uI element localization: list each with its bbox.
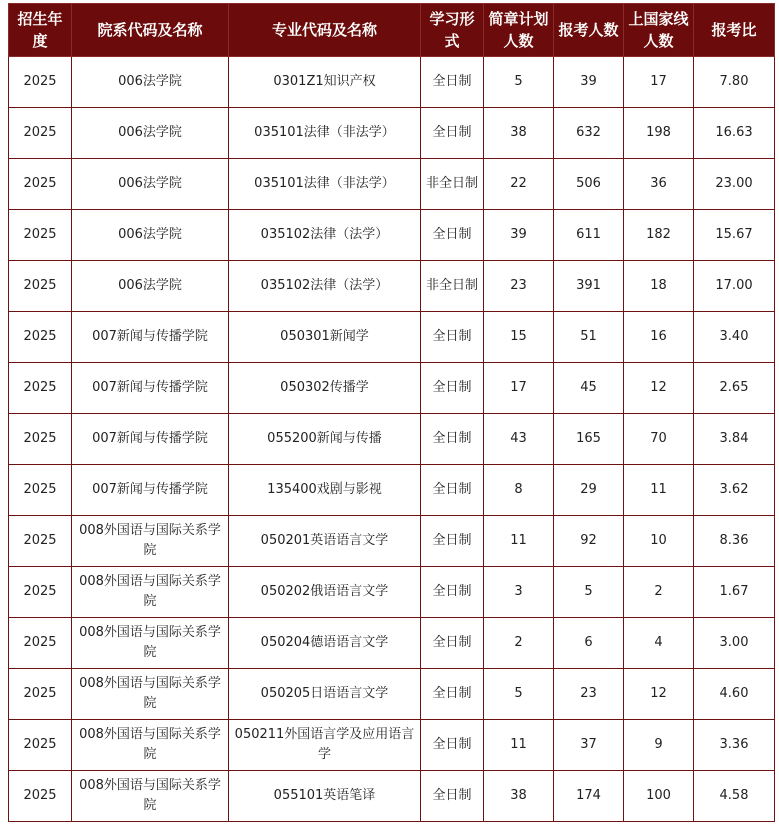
- table-cell: 全日制: [421, 516, 484, 567]
- table-cell: 007新闻与传播学院: [72, 363, 229, 414]
- table-cell: 007新闻与传播学院: [72, 312, 229, 363]
- table-cell: 23.00: [694, 159, 775, 210]
- table-cell: 全日制: [421, 465, 484, 516]
- table-row: [9, 720, 775, 771]
- table-cell: 11: [484, 516, 554, 567]
- table-cell: 2.65: [694, 363, 775, 414]
- table-cell: 008外国语与国际关系学院: [72, 771, 229, 822]
- table-cell: 22: [484, 159, 554, 210]
- table-cell: 006法学院: [72, 57, 229, 108]
- table-cell: 007新闻与传播学院: [72, 465, 229, 516]
- table-cell: 15: [484, 312, 554, 363]
- table-cell: 050205日语语言文学: [229, 669, 421, 720]
- table-cell: 1.67: [694, 567, 775, 618]
- table-cell: 16.63: [694, 108, 775, 159]
- table-cell: 050201英语语言文学: [229, 516, 421, 567]
- table-cell: 2025: [9, 312, 72, 363]
- table-cell: 506: [554, 159, 624, 210]
- table-cell: 5: [554, 567, 624, 618]
- table-cell: 2: [484, 618, 554, 669]
- table-cell: 165: [554, 414, 624, 465]
- table-cell: 17.00: [694, 261, 775, 312]
- table-cell: 全日制: [421, 771, 484, 822]
- table-cell: 050202俄语语言文学: [229, 567, 421, 618]
- column-header: 上国家线人数: [624, 4, 694, 57]
- table-cell: 51: [554, 312, 624, 363]
- table-cell: 2025: [9, 720, 72, 771]
- table-cell: 2025: [9, 57, 72, 108]
- table-cell: 38: [484, 108, 554, 159]
- column-header: 招生年度: [9, 4, 72, 57]
- table-cell: 3: [484, 567, 554, 618]
- table-cell: 050211外国语言学及应用语言学: [229, 720, 421, 771]
- table-cell: 055200新闻与传播: [229, 414, 421, 465]
- table-cell: 2025: [9, 414, 72, 465]
- table-row: [9, 465, 775, 516]
- table-cell: 100: [624, 771, 694, 822]
- table-cell: 2025: [9, 363, 72, 414]
- table-cell: 5: [484, 57, 554, 108]
- table-cell: 035101法律（非法学）: [229, 159, 421, 210]
- table-cell: 2025: [9, 771, 72, 822]
- table-cell: 43: [484, 414, 554, 465]
- table-cell: 4: [624, 618, 694, 669]
- table-cell: 174: [554, 771, 624, 822]
- table-row: [9, 414, 775, 465]
- table-cell: 007新闻与传播学院: [72, 414, 229, 465]
- table-cell: 16: [624, 312, 694, 363]
- table-cell: 3.40: [694, 312, 775, 363]
- table-row: [9, 159, 775, 210]
- header-row: [9, 4, 775, 57]
- column-header: 专业代码及名称: [229, 4, 421, 57]
- table-cell: 37: [554, 720, 624, 771]
- table-row: [9, 669, 775, 720]
- table-cell: 全日制: [421, 210, 484, 261]
- column-header: 学习形式: [421, 4, 484, 57]
- table-cell: 9: [624, 720, 694, 771]
- table-cell: 3.36: [694, 720, 775, 771]
- table-cell: 全日制: [421, 312, 484, 363]
- table-row: [9, 771, 775, 822]
- table-cell: 92: [554, 516, 624, 567]
- table-cell: 23: [554, 669, 624, 720]
- table-cell: 2025: [9, 669, 72, 720]
- table-cell: 2025: [9, 465, 72, 516]
- admissions-table: [8, 3, 775, 822]
- table-cell: 11: [484, 720, 554, 771]
- table-cell: 198: [624, 108, 694, 159]
- table-cell: 035102法律（法学）: [229, 261, 421, 312]
- table-cell: 008外国语与国际关系学院: [72, 516, 229, 567]
- table-cell: 全日制: [421, 669, 484, 720]
- table-cell: 12: [624, 669, 694, 720]
- table-cell: 39: [554, 57, 624, 108]
- table-cell: 45: [554, 363, 624, 414]
- table-cell: 006法学院: [72, 210, 229, 261]
- table-cell: 006法学院: [72, 261, 229, 312]
- table-cell: 23: [484, 261, 554, 312]
- column-header: 报考人数: [554, 4, 624, 57]
- table-cell: 17: [484, 363, 554, 414]
- table-cell: 008外国语与国际关系学院: [72, 669, 229, 720]
- table-cell: 035101法律（非法学）: [229, 108, 421, 159]
- table-cell: 70: [624, 414, 694, 465]
- table-cell: 182: [624, 210, 694, 261]
- table-cell: 12: [624, 363, 694, 414]
- table-cell: 全日制: [421, 567, 484, 618]
- table-cell: 4.60: [694, 669, 775, 720]
- table-cell: 非全日制: [421, 261, 484, 312]
- table-cell: 055101英语笔译: [229, 771, 421, 822]
- table-cell: 2: [624, 567, 694, 618]
- table-cell: 6: [554, 618, 624, 669]
- table-cell: 611: [554, 210, 624, 261]
- table-row: [9, 210, 775, 261]
- table-cell: 5: [484, 669, 554, 720]
- table-cell: 4.58: [694, 771, 775, 822]
- table-cell: 17: [624, 57, 694, 108]
- table-cell: 18: [624, 261, 694, 312]
- table-row: [9, 312, 775, 363]
- table-cell: 006法学院: [72, 108, 229, 159]
- table-row: [9, 57, 775, 108]
- table-cell: 8.36: [694, 516, 775, 567]
- table-row: [9, 516, 775, 567]
- table-cell: 2025: [9, 108, 72, 159]
- table-cell: 全日制: [421, 618, 484, 669]
- table-cell: 38: [484, 771, 554, 822]
- table-cell: 7.80: [694, 57, 775, 108]
- table-cell: 2025: [9, 159, 72, 210]
- table-cell: 008外国语与国际关系学院: [72, 720, 229, 771]
- table-cell: 全日制: [421, 57, 484, 108]
- table-cell: 2025: [9, 618, 72, 669]
- table-cell: 632: [554, 108, 624, 159]
- table-cell: 2025: [9, 516, 72, 567]
- table-cell: 36: [624, 159, 694, 210]
- table-row: [9, 261, 775, 312]
- table-row: [9, 108, 775, 159]
- table-cell: 全日制: [421, 414, 484, 465]
- table-cell: 006法学院: [72, 159, 229, 210]
- table-cell: 035102法律（法学）: [229, 210, 421, 261]
- table-cell: 135400戏剧与影视: [229, 465, 421, 516]
- column-header: 报考比: [694, 4, 775, 57]
- table-row: [9, 618, 775, 669]
- table-cell: 008外国语与国际关系学院: [72, 618, 229, 669]
- table-cell: 050204德语语言文学: [229, 618, 421, 669]
- table-cell: 2025: [9, 567, 72, 618]
- table-body: [9, 57, 775, 822]
- table-cell: 29: [554, 465, 624, 516]
- table-cell: 2025: [9, 210, 72, 261]
- table-cell: 15.67: [694, 210, 775, 261]
- table-cell: 3.84: [694, 414, 775, 465]
- table-cell: 10: [624, 516, 694, 567]
- table-cell: 0301Z1知识产权: [229, 57, 421, 108]
- table-cell: 全日制: [421, 363, 484, 414]
- table-cell: 391: [554, 261, 624, 312]
- table-cell: 非全日制: [421, 159, 484, 210]
- table-cell: 050302传播学: [229, 363, 421, 414]
- column-header: 简章计划人数: [484, 4, 554, 57]
- table-cell: 3.62: [694, 465, 775, 516]
- table-cell: 39: [484, 210, 554, 261]
- table-cell: 008外国语与国际关系学院: [72, 567, 229, 618]
- table-cell: 全日制: [421, 720, 484, 771]
- table-cell: 11: [624, 465, 694, 516]
- table-cell: 8: [484, 465, 554, 516]
- table-cell: 2025: [9, 261, 72, 312]
- table-cell: 全日制: [421, 108, 484, 159]
- table-cell: 3.00: [694, 618, 775, 669]
- table-row: [9, 363, 775, 414]
- table-cell: 050301新闻学: [229, 312, 421, 363]
- table-row: [9, 567, 775, 618]
- column-header: 院系代码及名称: [72, 4, 229, 57]
- table-header: [9, 4, 775, 57]
